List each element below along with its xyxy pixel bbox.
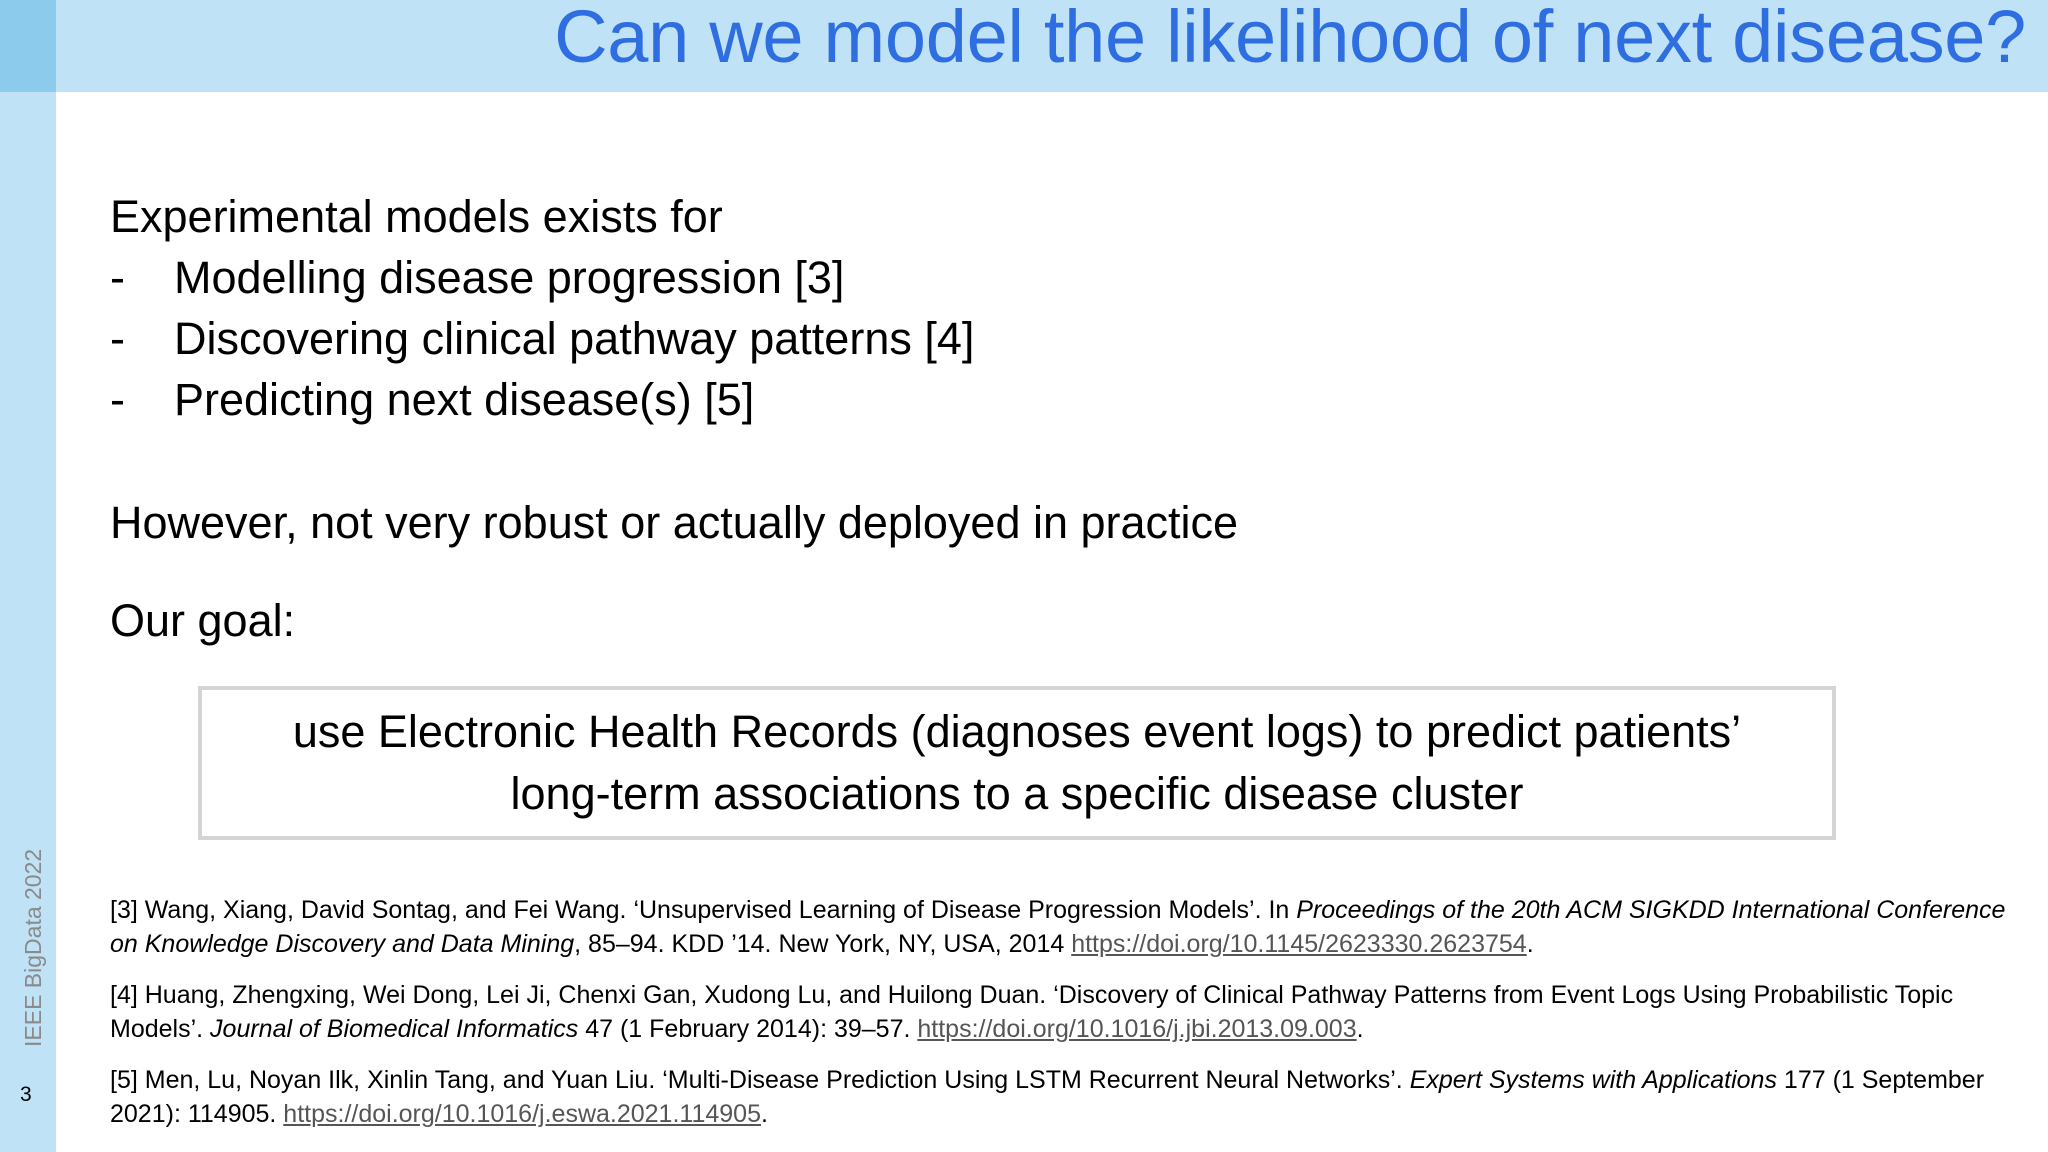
reference-venue: Expert Systems with Applications	[1409, 1066, 1777, 1094]
reference-text: .	[1356, 1015, 1364, 1043]
caveat-text: However, not very robust or actually deployed in practice	[110, 497, 1239, 548]
reference-text: [5] Men, Lu, Noyan Ilk, Xinlin Tang, and Yuan Liu. ‘Multi-Disease Prediction Using LSTM Recurrent Neural Networks’.	[110, 1066, 1410, 1094]
bullet-text: Discovering clinical pathway patterns [4]	[174, 313, 975, 364]
bullet-list	[110, 247, 1990, 430]
reference-venue: Journal of Biomedical Informatics	[210, 1015, 579, 1043]
bullet-item	[110, 308, 1990, 369]
goal-line: long-term associations to a specific disease cluster	[510, 768, 1524, 819]
reference-3	[110, 893, 2010, 961]
references	[110, 893, 2010, 1148]
reference-text: [4] Huang, Zhengxing, Wei Dong, Lei Ji, Chenxi Gan, Xudong Lu, and Huilong Duan. ‘Discovery of Clinical Pathway Patterns from Event Logs Using Probabilistic Topic Models’.	[110, 981, 1954, 1043]
reference-venue: Proceedings of the 20th ACM SIGKDD International Conference on Knowledge Discovery and Data Mining	[110, 896, 2006, 958]
bullet-marker: -	[110, 252, 125, 303]
reference-text: 177 (1 September 2021): 114905.	[110, 1066, 1985, 1128]
bullet-item	[110, 369, 1990, 430]
reference-text: [3] Wang, Xiang, David Sontag, and Fei Wang. ‘Unsupervised Learning of Disease Progression Models’. In	[110, 896, 1297, 924]
reference-link[interactable]: https://doi.org/10.1016/j.jbi.2013.09.003	[917, 1015, 1357, 1043]
reference-text: .	[760, 1100, 768, 1128]
reference-link[interactable]: https://doi.org/10.1016/j.eswa.2021.114905	[283, 1100, 761, 1128]
slide-number: 3	[20, 1083, 32, 1106]
reference-link[interactable]: https://doi.org/10.1145/2623330.2623754	[1071, 930, 1527, 958]
bullet-text: Predicting next disease(s) [5]	[174, 374, 755, 425]
goal-line: use Electronic Health Records (diagnoses event logs) to predict patients’	[292, 706, 1742, 757]
bullet-marker: -	[110, 313, 125, 364]
bullet-item	[110, 247, 1990, 308]
goal-box	[198, 686, 1836, 840]
reference-5	[110, 1063, 2010, 1131]
reference-text: 47 (1 February 2014): 39–57.	[578, 1015, 918, 1043]
reference-4	[110, 978, 2010, 1046]
reference-text: .	[1526, 930, 1534, 958]
goal-label: Our goal:	[110, 595, 296, 646]
slide-body	[110, 186, 1990, 651]
bullet-marker: -	[110, 374, 125, 425]
corner-block	[0, 0, 56, 92]
reference-text: , 85–94. KDD ’14. New York, NY, USA, 2014	[574, 930, 1072, 958]
title-banner	[56, 0, 2048, 92]
conference-label: IEEE BigData 2022	[20, 848, 46, 1047]
slide-title: Can we model the likelihood of next disease?	[554, 0, 2026, 78]
intro-text: Experimental models exists for	[110, 191, 723, 242]
bullet-text: Modelling disease progression [3]	[174, 252, 845, 303]
